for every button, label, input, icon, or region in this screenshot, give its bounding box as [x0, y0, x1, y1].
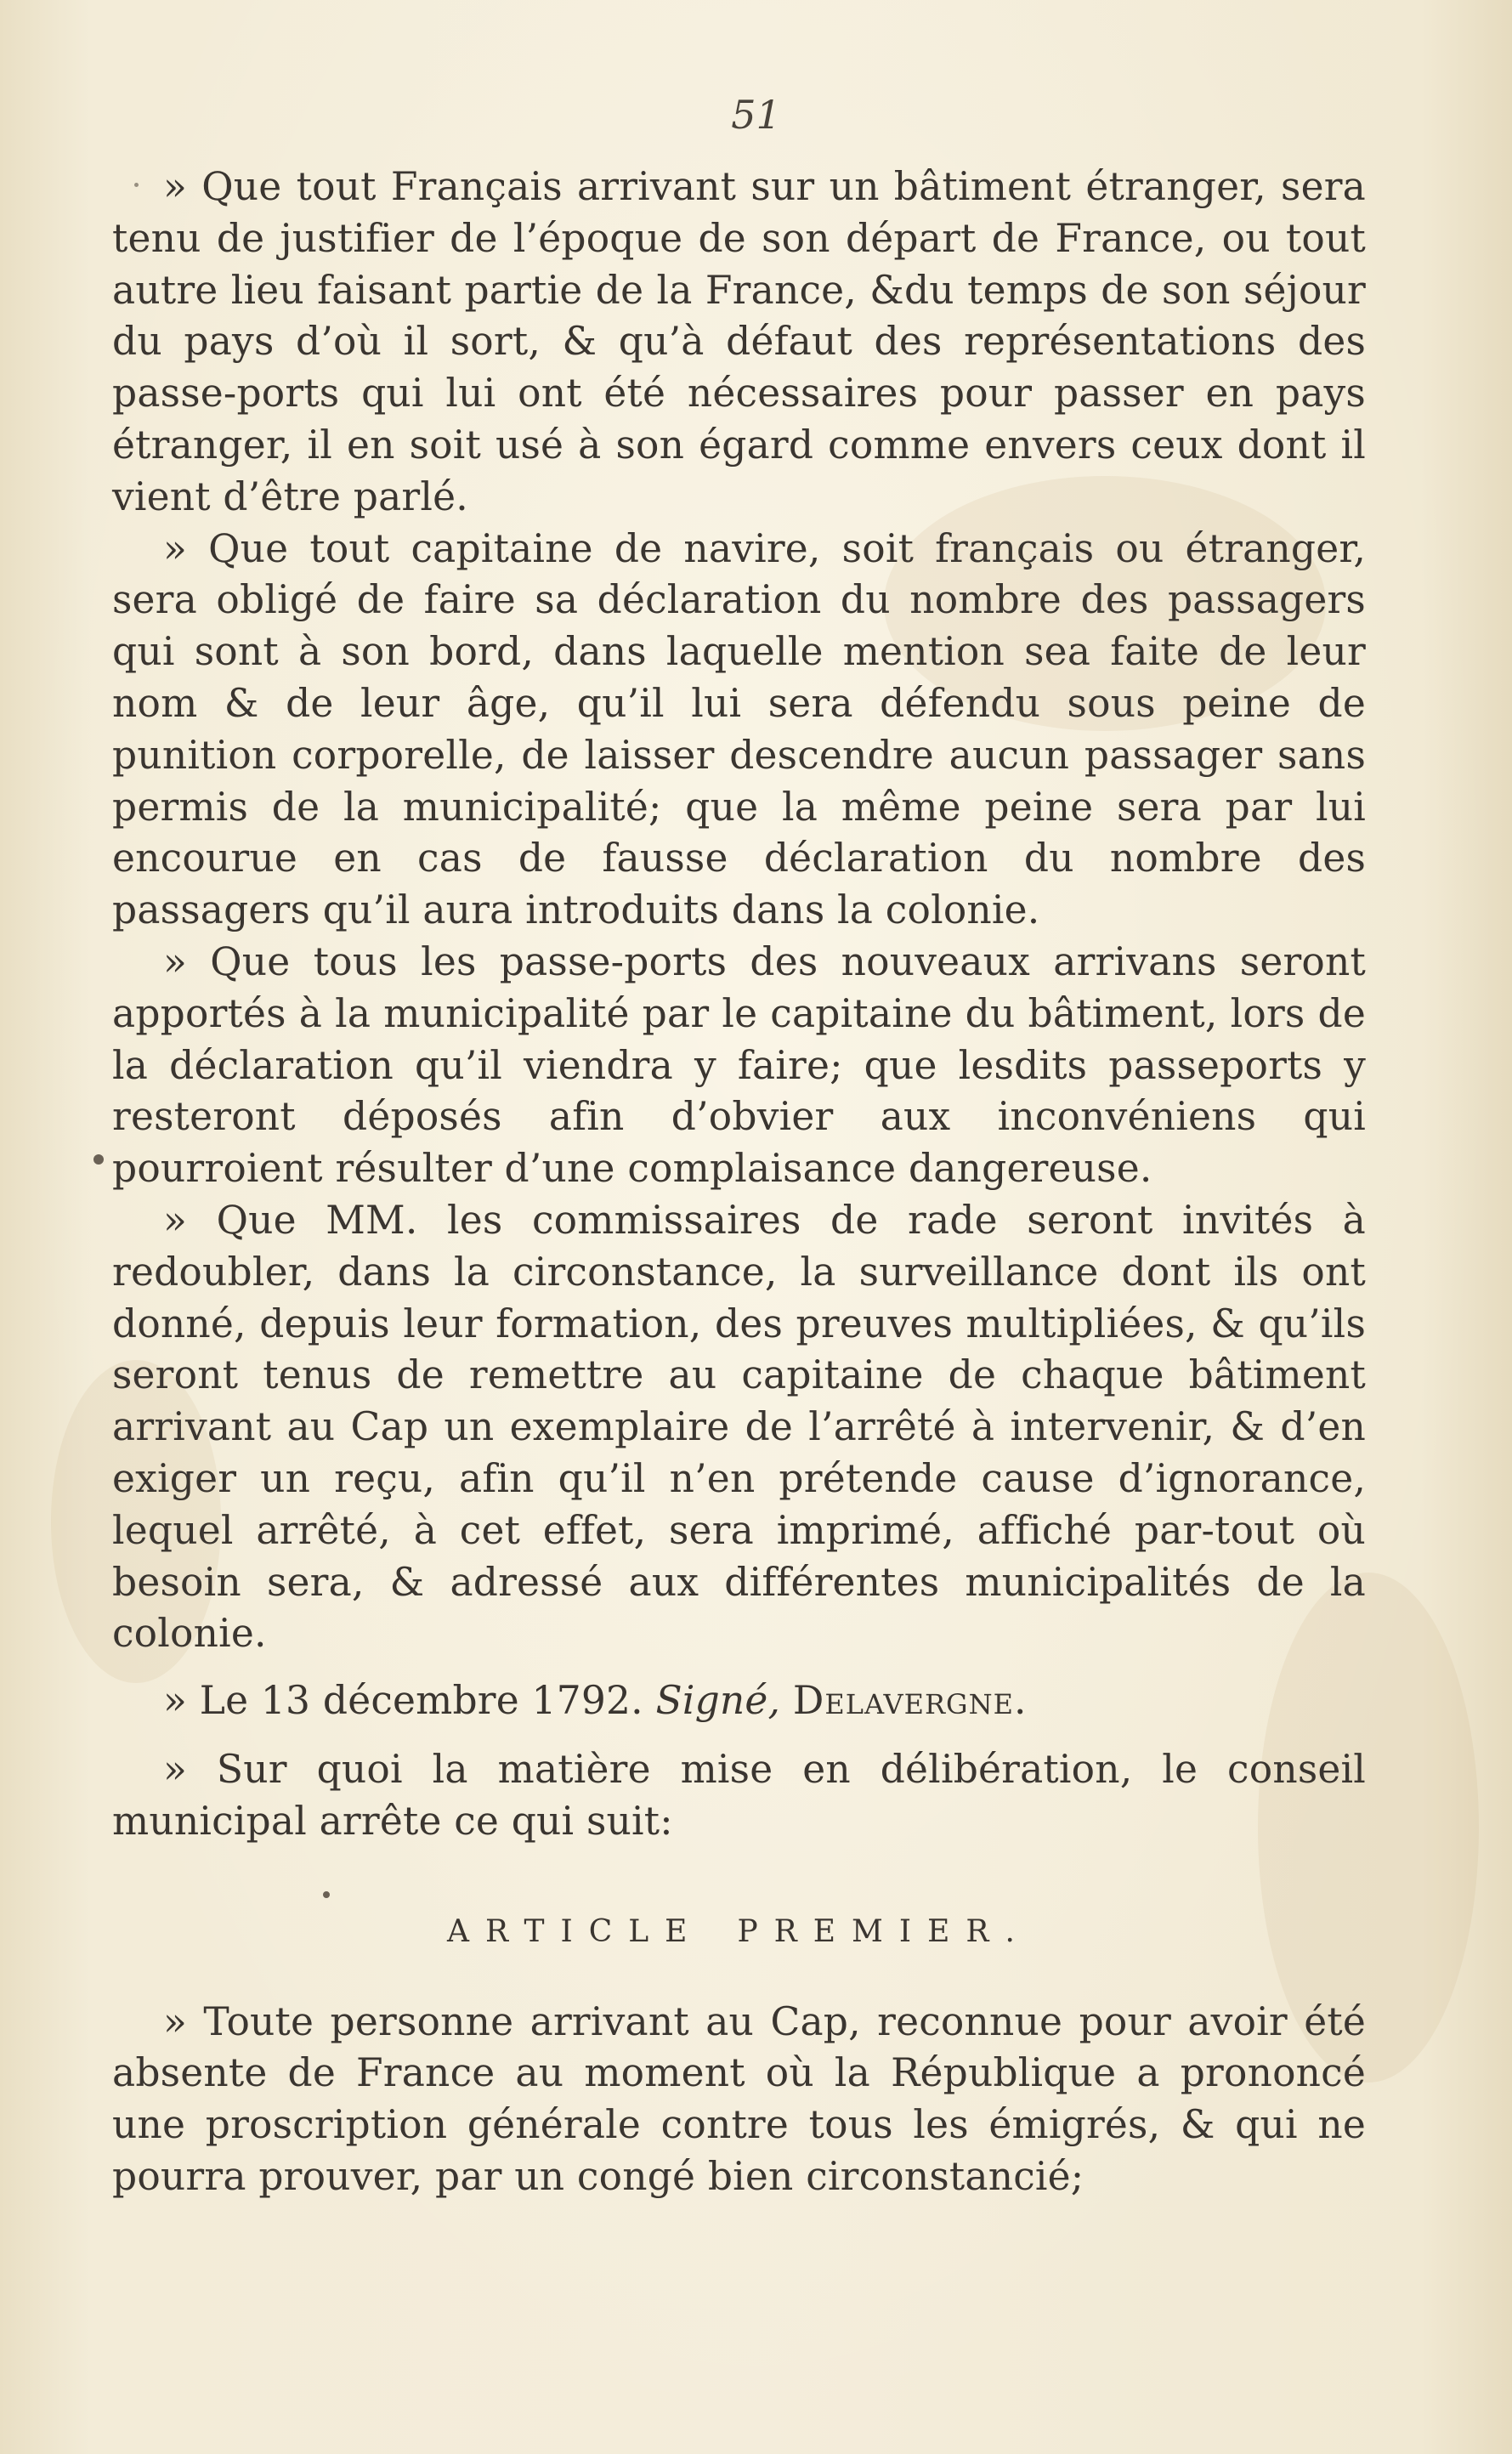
deliberation-paragraph: » Sur quoi la matière mise en délibération, le conseil municipal arrête ce qui suit:: [112, 1746, 1366, 1844]
article-paragraph: » Toute personne arrivant au Cap, reconnue pour avoir été absente de France au moment où la République a prononcé une proscription générale contre tous les émigrés, & qui ne pourra prouver, par un congé bien circonstancié;: [112, 1998, 1366, 2199]
signature-line: [112, 1675, 1366, 1727]
paragraph: » Que MM. les commissaires de rade seront invités à redoubler, dans la circonstance, la surveillance dont ils ont donné, depuis leur formation, des preuves multipliées, & qu’ils seront tenus de remettre au capitaine de chaque bâtiment arrivant au Cap un exemplaire de l’arrêté à intervenir, & d’en exiger un reçu, afin qu’il n’en prétende cause d’ignorance, lequel arrêté, à cet effet, sera imprimé, affiché par-tout où besoin sera, & adressé aux différentes municipalités de la colonie.: [112, 1197, 1366, 1657]
article-heading: [112, 1914, 1366, 1949]
paragraph: » Que tout capitaine de navire, soit français ou étranger, sera obligé de faire sa déclaration du nombre des passagers qui sont à son bord, dans laquelle mention sea faite de leur nom & de leur âge, qu’il lui sera défendu sous peine de punition corporelle, de laisser descendre aucun passager sans permis de la municipalité; que la même peine sera par lui encourue en cas de fausse déclaration du nombre des passagers qu’il aura introduits dans la colonie.: [112, 525, 1366, 933]
signe-label: Signé,: [655, 1678, 781, 1724]
page-number: 51: [731, 92, 781, 138]
signature-date: » Le 13 décembre 1792.: [163, 1678, 643, 1724]
article-heading-first: ARTICLE: [447, 1913, 704, 1949]
body-text: [112, 162, 1366, 2203]
ink-spot: [93, 1154, 104, 1165]
paragraph: » Que tous les passe-ports des nouveaux arrivans seront apportés à la municipalité par le capitaine du bâtiment, lors de la déclaration qu’il viendra y faire; que lesdits passeports y resteront déposés afin d’obvier aux inconvéniens qui pourroient résulter d’une complaisance dangereuse.: [112, 938, 1366, 1192]
article-heading-second: PREMIER.: [737, 1913, 1031, 1949]
paragraph: » Que tout Français arrivant sur un bâtiment étranger, sera tenu de justifier de l’époque de son départ de France, ou tout autre lieu faisant partie de la France, &du temps de son séjour du pays d’où il sort, & qu’à défaut des représentations des passe-ports qui lui ont été nécessaires pour passer en pays étranger, il en soit usé à son égard comme envers ceux dont il vient d’être parlé.: [112, 164, 1366, 519]
signer-name: Delavergne.: [792, 1678, 1028, 1724]
